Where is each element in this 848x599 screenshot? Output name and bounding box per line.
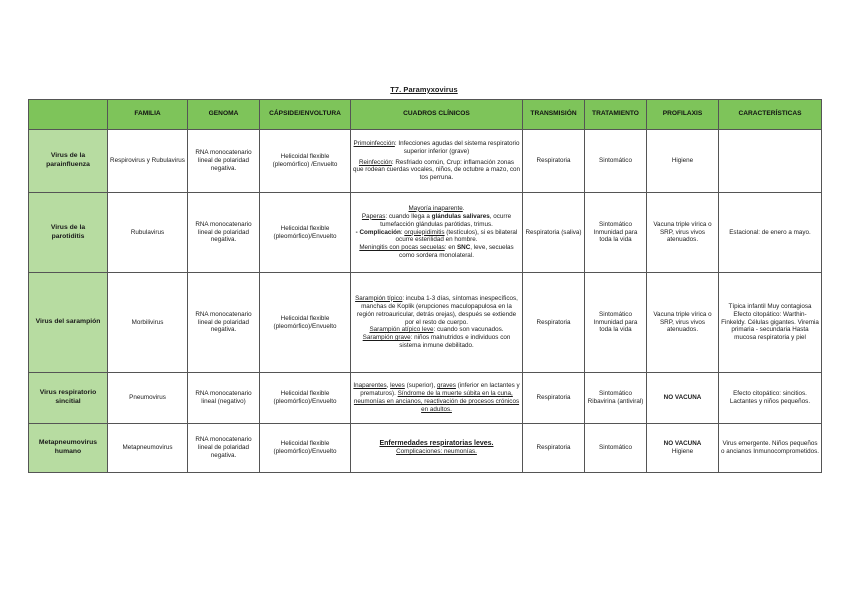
clinical-paragraph xyxy=(353,213,520,229)
caracteristicas-cell: Virus emergente. Niños pequeños o ancianos Inmunocomprometidos. xyxy=(719,424,822,473)
header-row xyxy=(29,100,822,130)
familia-cell: Pneumovirus xyxy=(108,373,188,424)
transmision-cell: Respiratoria xyxy=(523,424,585,473)
transmision-cell: Respiratoria xyxy=(523,130,585,193)
cuadros-clinicos-cell xyxy=(351,130,523,193)
cuadros-clinicos-cell xyxy=(351,424,523,473)
header-capside: CÁPSIDE/ENVOLTURA xyxy=(260,100,351,130)
genoma-cell: RNA monocatenario lineal de polaridad negativa. xyxy=(188,130,260,193)
profilaxis-bold: NO VACUNA xyxy=(663,440,702,448)
virus-name-cell: Virus del sarampión xyxy=(29,273,108,373)
tratamiento-cell: Sintomático xyxy=(585,130,647,193)
clinical-term: graves xyxy=(437,382,456,390)
familia-cell: Respirovirus y Rubulavirus xyxy=(108,130,188,193)
clinical-term: orquiepidimitis xyxy=(404,228,445,236)
genoma-cell: RNA monocatenario lineal de polaridad negativa. xyxy=(188,193,260,273)
caracteristicas-cell xyxy=(719,130,822,193)
clinical-text: : incuba 1-3 días, síntomas inespecíficos, manchas de Koplik (erupciones maculopapulosa en la región retroauricular, detrás orejas), después se extiende por el resto de cuerpo. xyxy=(356,294,518,326)
virus-name-cell: Virus de la parotiditis xyxy=(29,193,108,273)
clinical-text: (testículos), si es bilateral ocurre esterilidad en hombre. xyxy=(395,228,518,244)
transmision-cell: Respiratoria (saliva) xyxy=(523,193,585,273)
clinical-text: , leve, secuelas como sordera monolateral. xyxy=(399,244,514,260)
transmision-cell: Respiratoria xyxy=(523,273,585,373)
clinical-paragraph xyxy=(353,159,520,183)
profilaxis-cell: NO VACUNA xyxy=(647,373,719,424)
clinical-paragraph xyxy=(353,244,520,260)
clinical-text: : Resfriado común, Crup: inflamación zonas que rodean cuerdas vocales, niños, de octubre a mazo, con tos perruna. xyxy=(353,158,520,182)
clinical-term: Inaparentes xyxy=(353,382,387,390)
header-cell-empty xyxy=(29,100,108,130)
clinical-paragraph xyxy=(353,326,520,334)
header-transmision: TRANSMISIÓN xyxy=(523,100,585,130)
clinical-paragraph xyxy=(353,334,520,350)
profilaxis-cell: Vacuna triple vírica o SRP, virus vivos atenuados. xyxy=(647,193,719,273)
header-profilaxis: PROFILAXIS xyxy=(647,100,719,130)
clinical-text: : cuando llega a xyxy=(385,212,432,220)
genoma-cell: RNA monocatenario lineal de polaridad negativa. xyxy=(188,273,260,373)
capside-cell: Helicoidal flexible (pleomórfico)/Envuelto xyxy=(260,373,351,424)
clinical-text: : en xyxy=(444,244,457,252)
table-row xyxy=(29,130,822,193)
table-row xyxy=(29,193,822,273)
clinical-text: , xyxy=(386,382,391,390)
clinical-term: Meningitis con pocas secuelas xyxy=(359,244,445,252)
clinical-heading: Enfermedades respiratorias leves. xyxy=(379,439,494,447)
clinical-paragraph xyxy=(353,295,520,327)
clinical-term: Mayoría inaparente xyxy=(408,204,463,212)
clinical-text: . xyxy=(462,204,465,212)
header-caracteristicas: CARACTERÍSTICAS xyxy=(719,100,822,130)
table-row xyxy=(29,424,822,473)
virus-name-cell: Virus de la parainfluenza xyxy=(29,130,108,193)
familia-cell: Morbilivirus xyxy=(108,273,188,373)
clinical-term: leves xyxy=(390,382,405,390)
virus-name-cell: Metapneumovirus humano xyxy=(29,424,108,473)
header-tratamiento: TRATAMIENTO xyxy=(585,100,647,130)
clinical-text: : xyxy=(400,228,405,236)
clinical-text: , ocurre tumefacción glándulas parótidas, trimus. xyxy=(380,212,512,228)
profilaxis-cell: Higiene xyxy=(647,130,719,193)
tratamiento-cell: Sintomático Ribavirina (antiviral) xyxy=(585,373,647,424)
paramyxovirus-table xyxy=(28,99,822,473)
virus-name-cell: Virus respiratorio sincitial xyxy=(29,373,108,424)
caracteristicas-cell: Efecto citopático: sincitios. Lactantes y niños pequeños. xyxy=(719,373,822,424)
transmision-cell: Respiratoria xyxy=(523,373,585,424)
clinical-paragraph xyxy=(353,140,520,156)
header-genoma: GENOMA xyxy=(188,100,260,130)
clinical-paragraph xyxy=(353,229,520,245)
header-familia: FAMILIA xyxy=(108,100,188,130)
header-cuadros-clinicos: CUADROS CLÍNICOS xyxy=(351,100,523,130)
genoma-cell: RNA monocatenario lineal (negativo) xyxy=(188,373,260,424)
caracteristicas-cell: Estacional: de enero a mayo. xyxy=(719,193,822,273)
clinical-text: : niños malnutridos e individuos con sistema inmune debilitado. xyxy=(399,334,511,350)
clinical-text: (superior), xyxy=(404,382,438,390)
familia-cell: Rubulavirus xyxy=(108,193,188,273)
profilaxis-cell xyxy=(647,424,719,473)
document-title: T7. Paramyxovirus xyxy=(390,85,458,94)
clinical-text: (inferior en lactantes y prematuros). xyxy=(360,382,520,398)
clinical-term: Sarampión típico xyxy=(355,294,403,302)
clinical-text: : Infecciones agudas del sistema respiratorio superior inferior (grave) xyxy=(394,139,520,155)
tratamiento-cell: Sintomático xyxy=(585,424,647,473)
familia-cell: Metapneumovirus xyxy=(108,424,188,473)
genoma-cell: RNA monocatenario lineal de polaridad negativa. xyxy=(188,424,260,473)
caracteristicas-cell: Típica infantil Muy contagiosa Efecto citopático: Warthin- Finkeldy. Células gigantes. Viremia primaria - secundaria Hasta mucosa respiratoria y piel xyxy=(719,273,822,373)
cuadros-clinicos-cell xyxy=(351,273,523,373)
profilaxis-text: Higiene xyxy=(671,448,694,455)
table-row xyxy=(29,373,822,424)
cuadros-clinicos-cell xyxy=(351,193,523,273)
clinical-bold-term: - Complicación xyxy=(355,228,401,236)
clinical-text: : cuando son vacunados. xyxy=(433,326,504,334)
tratamiento-cell: Sintomático Inmunidad para toda la vida xyxy=(585,193,647,273)
clinical-term: Paperas xyxy=(361,212,386,220)
clinical-text: Complicaciones: neumonías. xyxy=(396,448,477,456)
capside-cell: Helicoidal flexible (pleomórfico)/Envuelto xyxy=(260,424,351,473)
clinical-bold-term: SNC xyxy=(456,244,471,252)
table-row xyxy=(29,273,822,373)
clinical-term: Primoinfección xyxy=(353,139,395,147)
clinical-bold-term: glándulas salivares xyxy=(431,212,490,220)
clinical-term: Sarampión atípico leve xyxy=(369,326,434,334)
cuadros-clinicos-cell xyxy=(351,373,523,424)
clinical-term: Síndrome de la muerte súbita en la cuna, neumonías en ancianos, reactivación de procesos crónicos en adultos. xyxy=(353,390,520,413)
clinical-term: Sarampión grave xyxy=(362,334,411,342)
capside-cell: Helicoidal flexible (pleomórfico)/Envuelto xyxy=(260,193,351,273)
clinical-paragraph xyxy=(353,205,520,213)
clinical-term: Reinfección xyxy=(358,158,392,166)
tratamiento-cell: Sintomático Inmunidad para toda la vida xyxy=(585,273,647,373)
profilaxis-cell: Vacuna triple vírica o SRP, virus vivos atenuados. xyxy=(647,273,719,373)
capside-cell: Helicoidal flexible (pleomórfico)/Envuelto xyxy=(260,273,351,373)
capside-cell: Helicoidal flexible (pleomórfico) /Envuelto xyxy=(260,130,351,193)
